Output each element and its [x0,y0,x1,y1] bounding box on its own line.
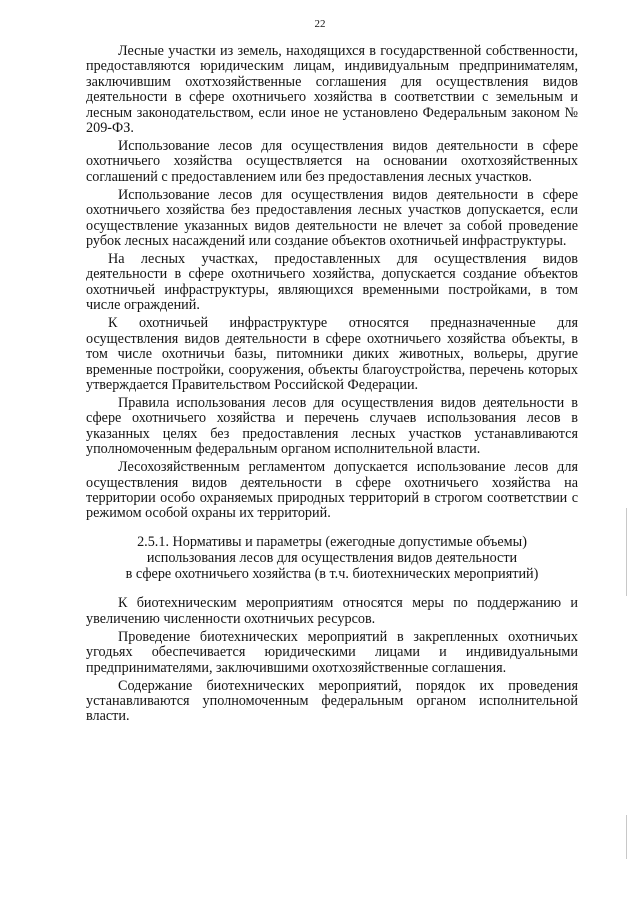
scan-artifact-line [626,815,627,859]
paragraph-land-plots: Лесные участки из земель, находящихся в государственной собственности, предоставляются юридическим лицам, индивидуальным предпринимателям, заключившим охотхозяйственные соглашения для осуществления видов деятельности в сфере охотничьего хозяйства в соответствии с земельным и лесным законодательством, если иное не установлено Федеральным законом № 209-ФЗ. [86,43,578,137]
paragraph-forest-use-basis: Использование лесов для осуществления видов деятельности в сфере охотничьего хозяйства осуществляется на основании охотхозяйственных соглашений с предоставлением или без предоставления лесных участков. [86,138,578,185]
scan-artifact-line [626,508,627,596]
page-number: 22 [314,18,326,30]
section-heading-line: использования лесов для осуществления видов деятельности [146,549,518,566]
paragraph-biotechnical-definition: К биотехническим мероприятиям относятся меры по поддержанию и увеличению численности охотничьих ресурсов. [86,595,578,627]
document-body [86,44,578,727]
paragraph-usage-rules: Правила использования лесов для осуществления видов деятельности в сфере охотничьего хозяйства и перечень случаев использования лесов в указанных целях без предоставления лесных участков устанавливаются уполномоченным федеральным органом исполнительной власти. [86,394,578,458]
paragraph-biotechnical-conduct: Проведение биотехнических мероприятий в закрепленных охотничьих угодьях обеспечивается юридическими лицами и индивидуальными предпринимателями, заключившими охотхозяйственные соглашения. [86,628,578,676]
section-heading [86,534,578,583]
paragraph-use-without-plots: Использование лесов для осуществления видов деятельности в сфере охотничьего хозяйства без предоставления лесных участков допускается, если осуществление указанных видов деятельности не влечет за собой проведение рубок лесных насаждений или создание объектов охотничьей инфраструктуры. [86,186,578,250]
paragraph-infrastructure-creation: На лесных участках, предоставленных для осуществления видов деятельности в сфере охотничьего хозяйства, допускается создание объектов охотничьей инфраструктуры, являющихся временными постройками, в том числе ограждений. [86,251,578,314]
paragraph-infrastructure-objects: К охотничьей инфраструктуре относятся предназначенные для осуществления видов деятельности в сфере охотничьего хозяйства объекты, в том числе охотничьи базы, питомники диких животных, вольеры, другие временные постройки, сооружения, объекты благоустройства, перечень которых утверждается Правительством Российской Федерации. [86,315,578,393]
section-heading-line: в сфере охотничьего хозяйства (в т.ч. биотехнических мероприятий) [125,566,539,583]
section-heading-line: 2.5.1. Нормативы и параметры (ежегодные допустимые объемы) [137,533,527,550]
paragraph-protected-territories: Лесохозяйственным регламентом допускается использование лесов для осуществления видов деятельности в сфере охотничьего хозяйства на территории особо охраняемых природных территорий в строгом соответствии с режимом особой охраны их территорий. [86,459,578,522]
paragraph-biotechnical-content: Содержание биотехнических мероприятий, порядок их проведения устанавливаются уполномоченным федеральным органом исполнительной власти. [86,677,578,725]
